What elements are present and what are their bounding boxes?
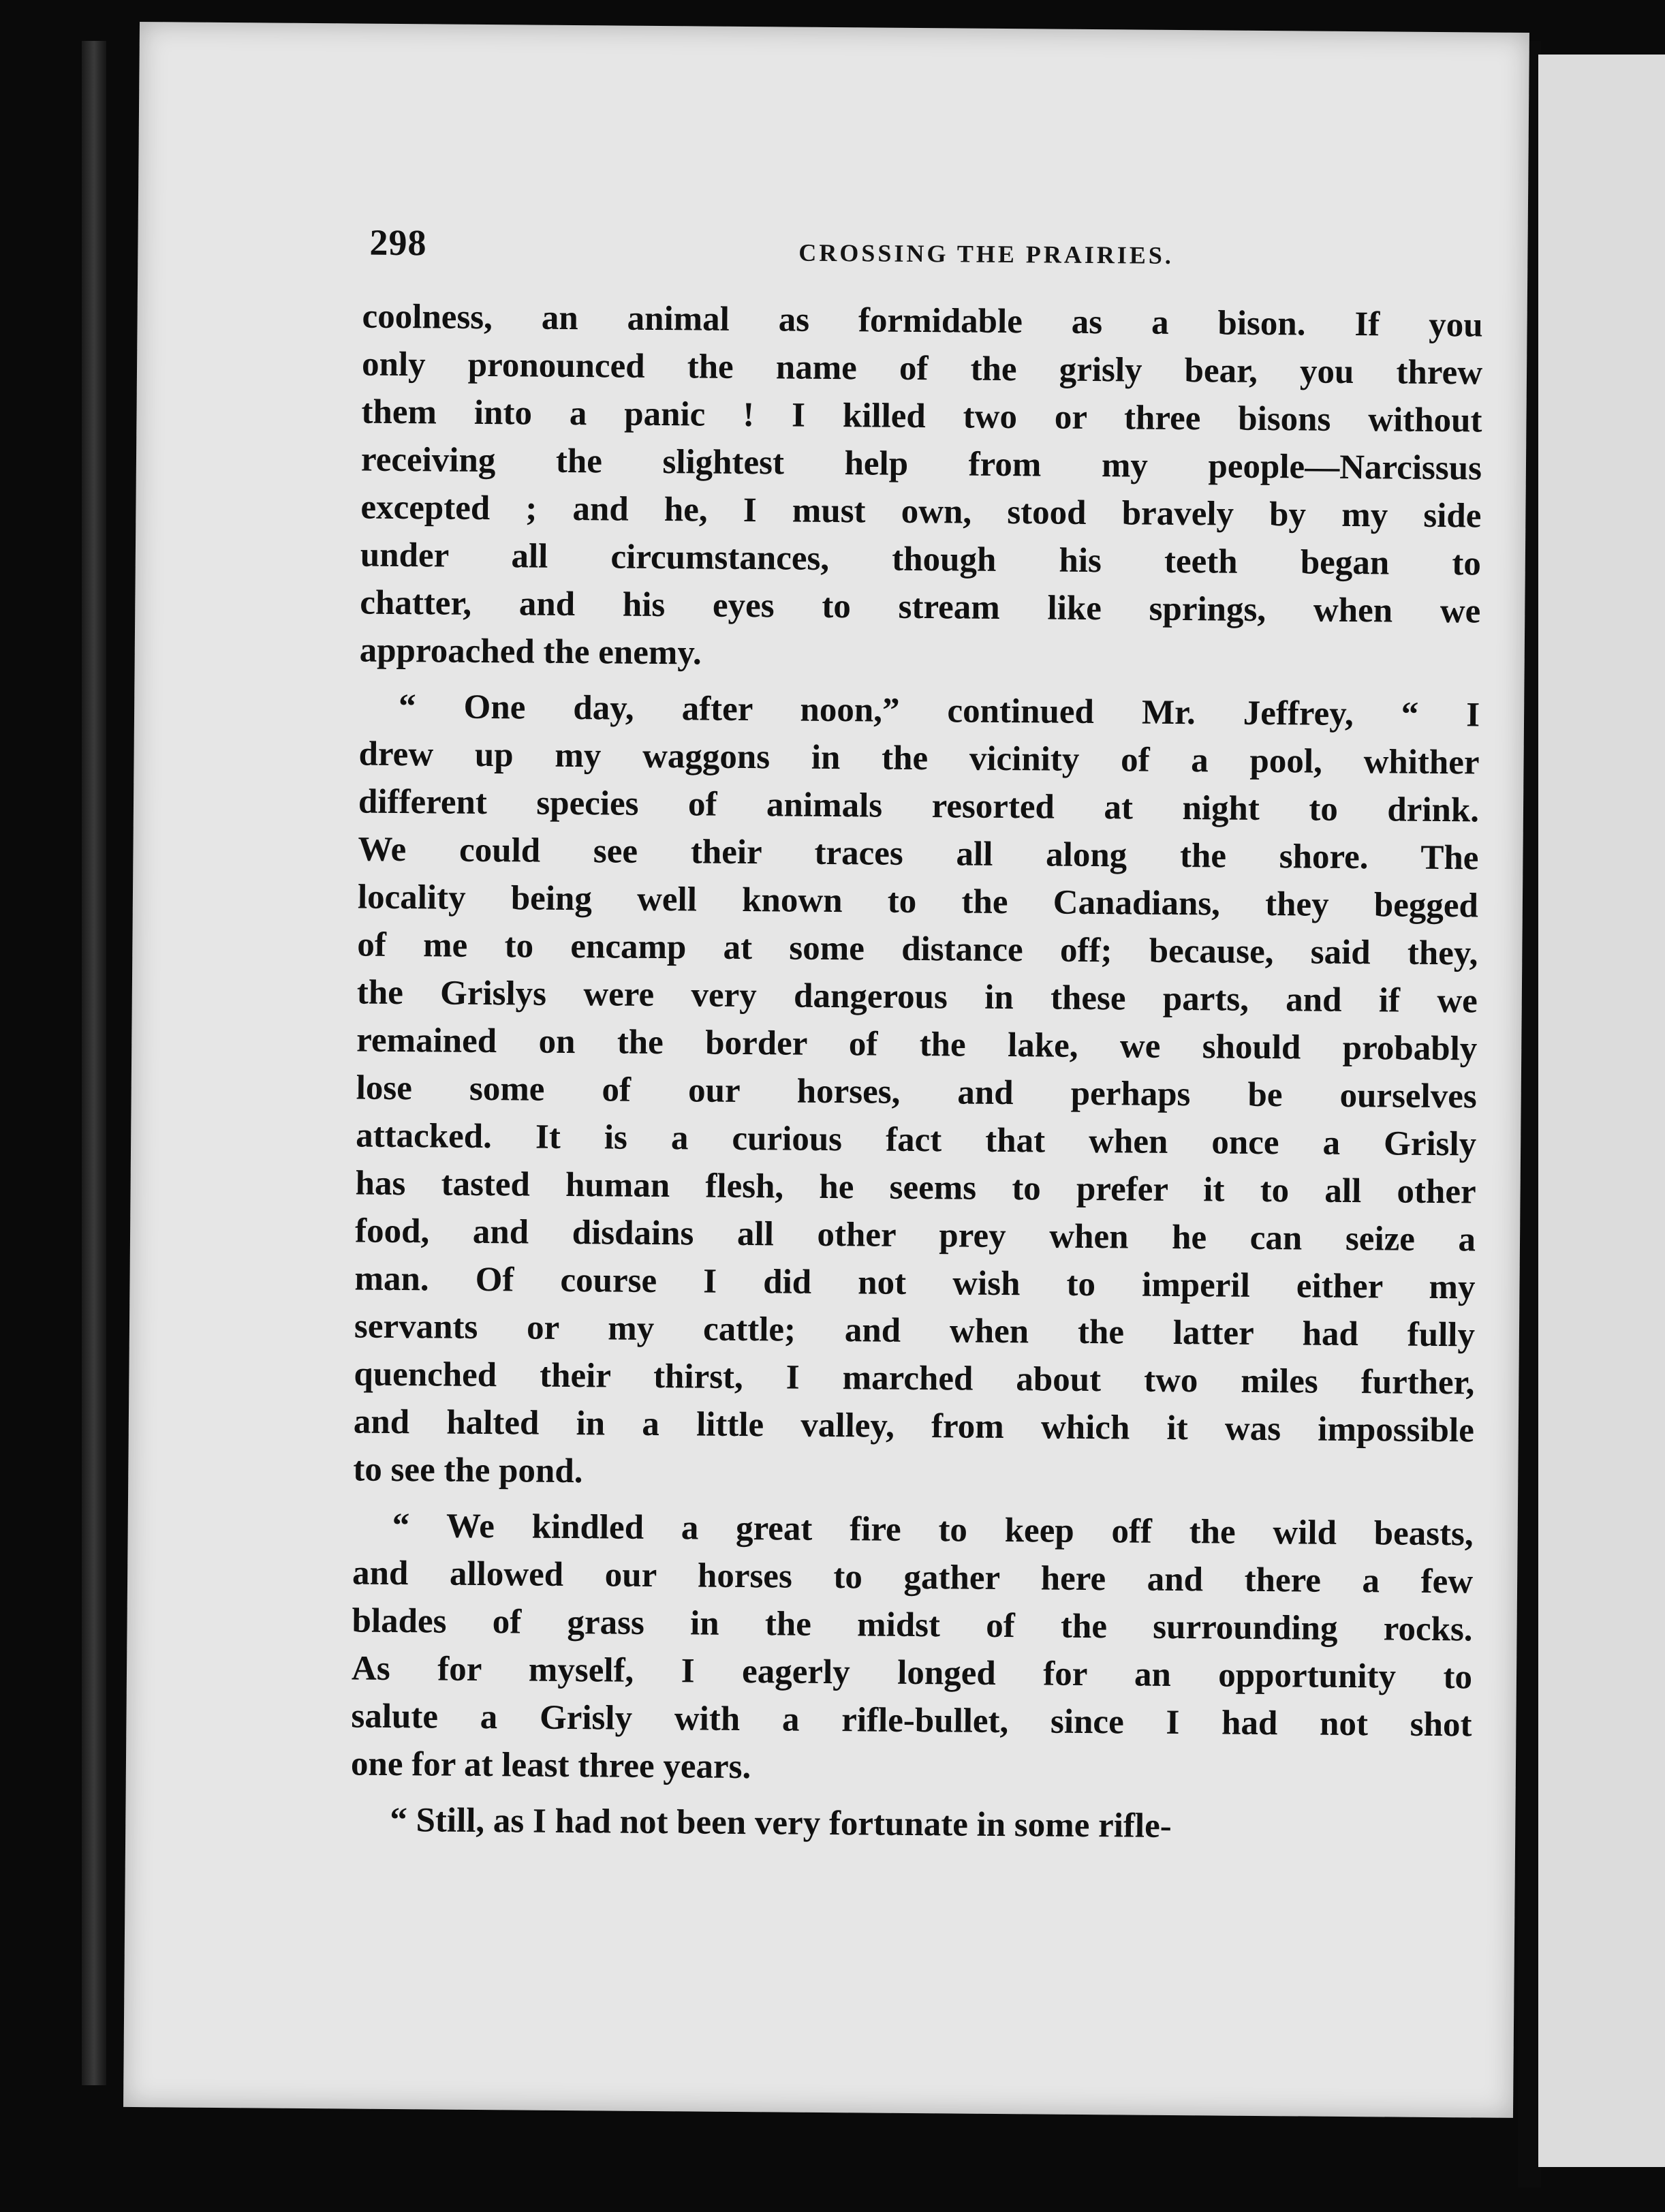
text-line: only pronounced the name of the grisly bear, you threw [361,345,1483,393]
text-line: and allowed our horses to gather here and there a few [352,1554,1474,1601]
text-line: quenched their thirst, I marched about two miles further, [354,1355,1475,1402]
text-line: has tasted human flesh, he seems to prefer it to all other [355,1164,1476,1212]
adjacent-page-edge [1538,55,1665,2167]
text-line: remained on the border of the lake, we should probably [356,1021,1478,1069]
body-text [350,293,1483,1853]
text-line: of me to encamp at some distance off; because, said they, [357,925,1478,973]
text-line: drew up my waggons in the vicinity of a pool, whither [358,735,1480,782]
text-line: coolness, an animal as formidable as a bison. If you [362,297,1483,345]
running-head [369,221,1487,285]
text-line: We could see their traces all along the shore. The [358,830,1479,878]
book-binding-edge [82,41,106,2085]
text-line: servants or my cattle; and when the latter had fully [354,1307,1476,1355]
text-line: salute a Grisly with a rifle-bullet, since I had not shot [351,1697,1472,1745]
text-line: food, and disdains all other prey when he can seize a [354,1212,1476,1259]
text-line: man. Of course I did not wish to imperil either my [354,1259,1476,1307]
text-line: attacked. It is a curious fact that when once a Grisly [355,1116,1477,1164]
text-line: chatter, and his eyes to stream like springs, when we [360,583,1481,631]
text-line: blades of grass in the midst of the surrounding rocks. [352,1601,1473,1649]
text-line: approached the enemy. [359,631,702,673]
text-line: to see the pond. [353,1450,583,1491]
text-line: As for myself, I eagerly longed for an opportunity to [351,1649,1473,1697]
text-line: receiving the slightest help from my people—Narcissus [360,440,1482,488]
running-title: CROSSING THE PRAIRIES. [798,239,1174,269]
text-line: the Grislys were very dangerous in these parts, and if we [356,973,1478,1021]
text-line: one for at least three years. [350,1745,751,1787]
text-line: “ Still, as I had not been very fortunate in some rifle- [390,1800,1172,1845]
text-line: excepted ; and he, I must own, stood bravely by my side [360,488,1482,536]
text-line: lose some of our horses, and perhaps be ourselves [356,1069,1477,1116]
text-line: “ We kindled a great fire to keep off the wild beasts, [392,1506,1474,1554]
text-line: locality being well known to the Canadians, they begged [357,878,1479,925]
text-line: under all circumstances, though his teeth began to [360,536,1482,583]
page-number: 298 [369,221,427,264]
text-line: “ One day, after noon,” continued Mr. Jeffrey, “ I [398,688,1480,735]
book-page [123,22,1529,2118]
text-line: them into a panic ! I killed two or three bisons without [361,393,1482,440]
text-line: different species of animals resorted at night to drink. [358,782,1480,830]
text-line: and halted in a little valley, from which it was impossible [353,1402,1475,1450]
